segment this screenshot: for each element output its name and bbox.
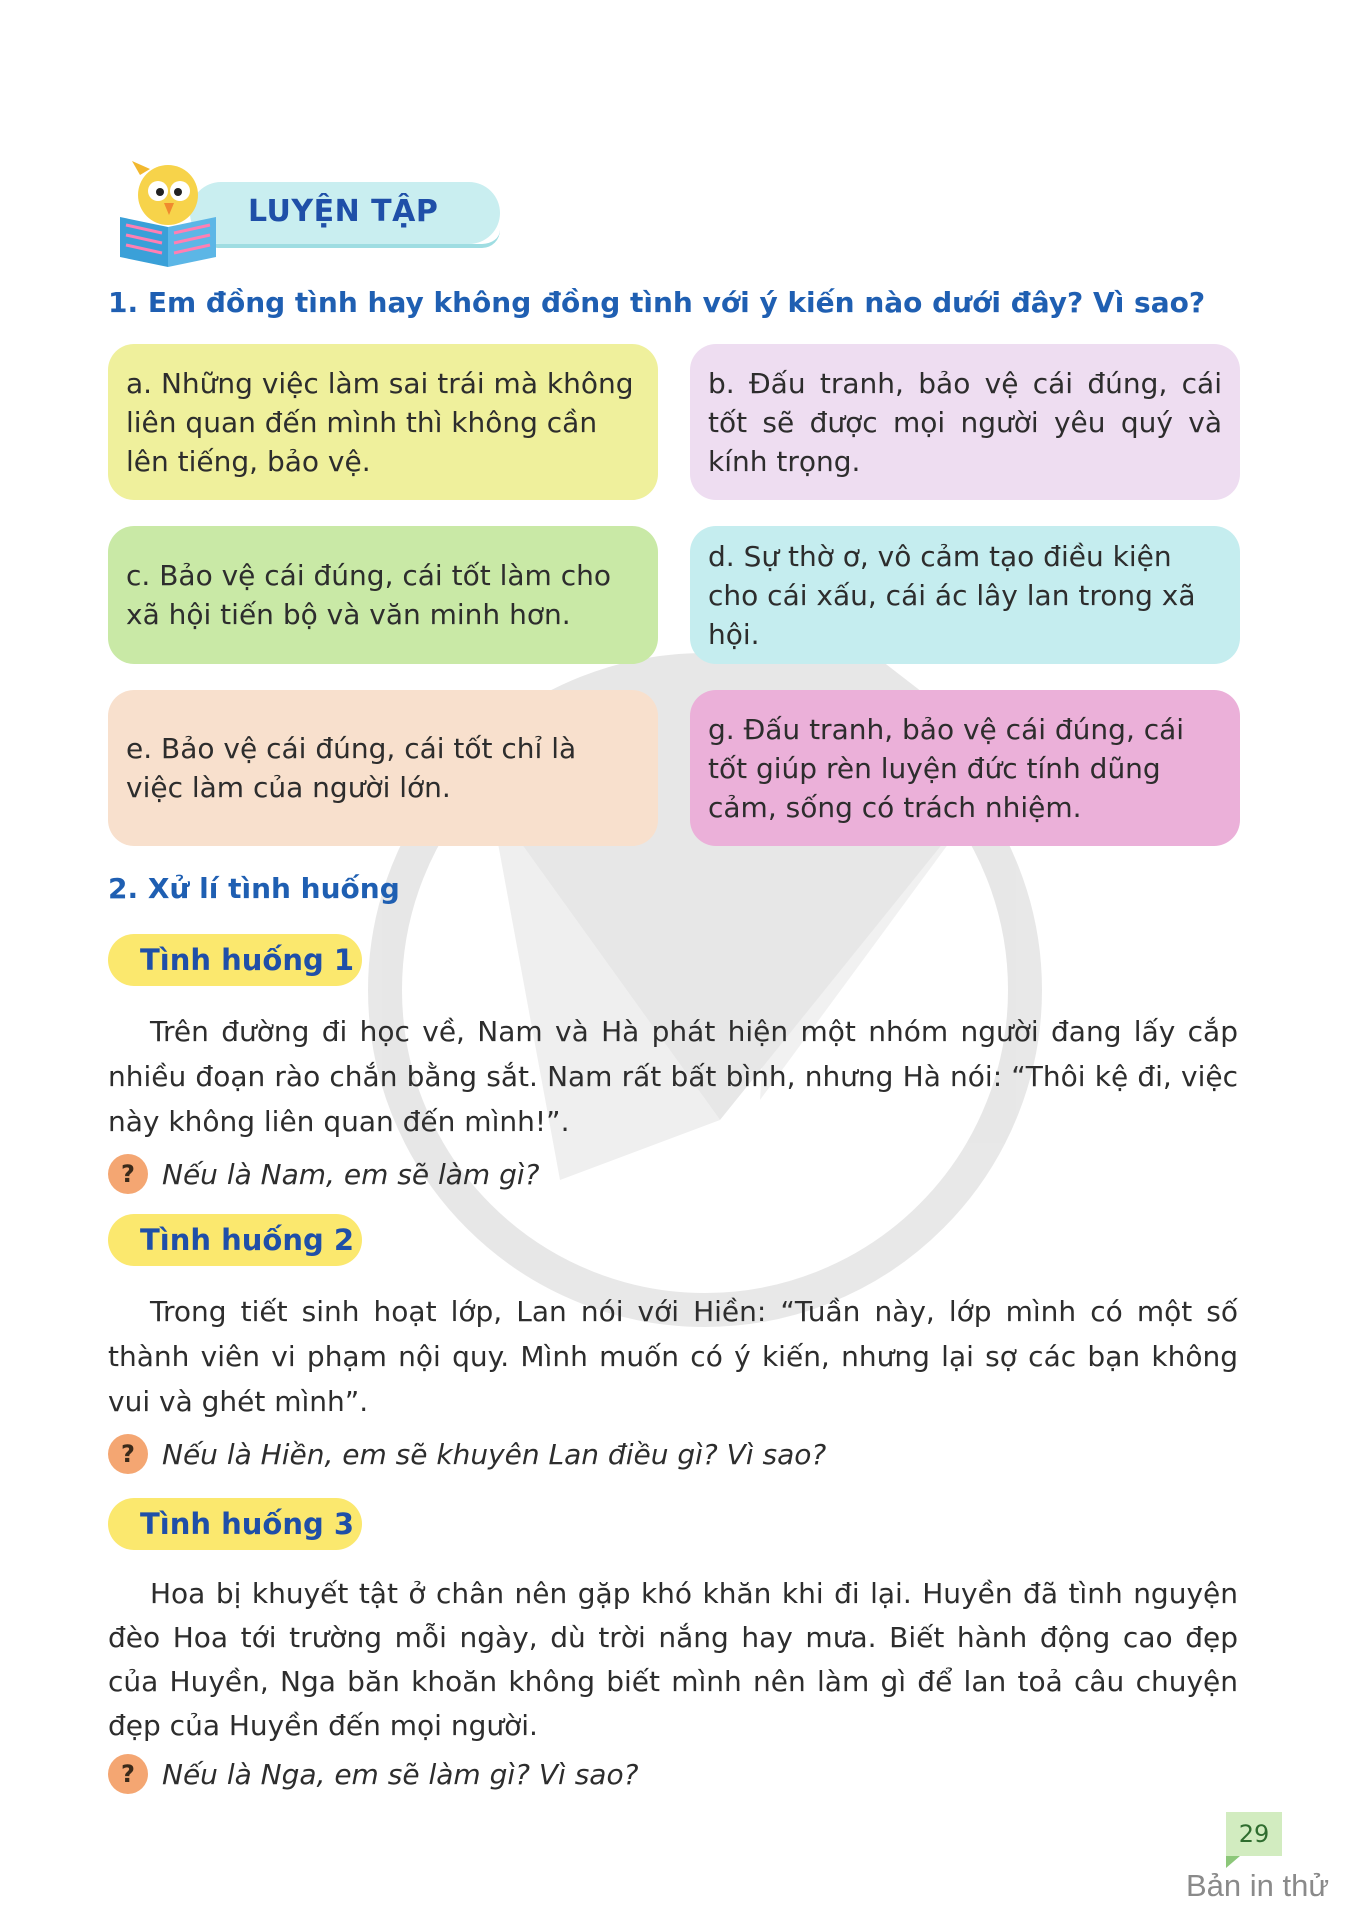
situation-3-label: Tình huống 3 bbox=[108, 1498, 362, 1550]
opinion-card-b bbox=[690, 344, 1240, 500]
opinion-card-c bbox=[108, 526, 658, 664]
opinion-text-d: d. Sự thờ ơ, vô cảm tạo điều kiện cho cái xấu, cái ác lây lan trong xã hội. bbox=[708, 539, 1196, 651]
question-text: Nếu là Nam, em sẽ làm gì? bbox=[162, 1157, 540, 1191]
print-draft-label: Bản in thử bbox=[1186, 1868, 1330, 1903]
page-number: 29 bbox=[1238, 1820, 1270, 1848]
exercise-1-title: 1. Em đồng tình hay không đồng tình với ý kiến nào dưới đây? Vì sao? bbox=[108, 286, 1206, 319]
banner-swoosh bbox=[200, 230, 500, 248]
question-text: Nếu là Nga, em sẽ làm gì? Vì sao? bbox=[162, 1757, 639, 1791]
situation-3-question bbox=[108, 1754, 638, 1794]
situation-1-text: Trên đường đi học về, Nam và Hà phát hiện một nhóm người đang lấy cắp nhiều đoạn rào chắn bằng sắt. Nam rất bất bình, nhưng Hà nói: “Thôi kệ đi, việc này không liên quan đến mình!”. bbox=[108, 1015, 1238, 1138]
page-number-tab bbox=[1226, 1856, 1240, 1868]
section-title: LUYỆN TẬP bbox=[248, 194, 439, 229]
situation-3-text: Hoa bị khuyết tật ở chân nên gặp khó khăn khi đi lại. Huyền đã tình nguyện đèo Hoa tới trường mỗi ngày, dù trời nắng hay mưa. Biết hành động cao đẹp của Huyền, Nga băn khoăn không biết mình nên làm gì để lan toả câu chuyện đẹp của Huyền đến mọi người. bbox=[108, 1577, 1238, 1742]
opinion-card-a bbox=[108, 344, 658, 500]
situation-2-question bbox=[108, 1434, 826, 1474]
opinion-text-g: g. Đấu tranh, bảo vệ cái đúng, cái tốt giúp rèn luyện đức tính dũng cảm, sống có trách nhiệm. bbox=[708, 712, 1185, 824]
opinion-card-g bbox=[690, 690, 1240, 846]
question-mark-icon: ? bbox=[108, 1754, 148, 1794]
question-mark-icon: ? bbox=[108, 1154, 148, 1194]
opinion-text-c: c. Bảo vệ cái đúng, cái tốt làm cho xã hội tiến bộ và văn minh hơn. bbox=[126, 559, 611, 631]
situation-2-text: Trong tiết sinh hoạt lớp, Lan nói với Hiền: “Tuần này, lớp mình có một số thành viên vi phạm nội quy. Mình muốn có ý kiến, nhưng lại sợ các bạn không vui và ghét mình”. bbox=[108, 1295, 1238, 1418]
situation-2-label: Tình huống 2 bbox=[108, 1214, 362, 1266]
opinion-text-a: a. Những việc làm sai trái mà không liên quan đến mình thì không cần lên tiếng, bảo vệ. bbox=[126, 366, 634, 478]
question-text: Nếu là Hiền, em sẽ khuyên Lan điều gì? Vì sao? bbox=[162, 1437, 827, 1471]
opinion-text-b: b. Đấu tranh, bảo vệ cái đúng, cái tốt sẽ được mọi người yêu quý và kính trọng. bbox=[708, 366, 1222, 478]
situation-1-label: Tình huống 1 bbox=[108, 934, 362, 986]
opinion-card-d bbox=[690, 526, 1240, 664]
question-mark-icon: ? bbox=[108, 1434, 148, 1474]
situation-1-question bbox=[108, 1154, 539, 1194]
bird-mascot-icon bbox=[110, 155, 220, 270]
opinion-card-e bbox=[108, 690, 658, 846]
exercise-2-title: 2. Xử lí tình huống bbox=[108, 872, 400, 905]
opinion-text-e: e. Bảo vệ cái đúng, cái tốt chỉ là việc làm của người lớn. bbox=[126, 732, 577, 804]
